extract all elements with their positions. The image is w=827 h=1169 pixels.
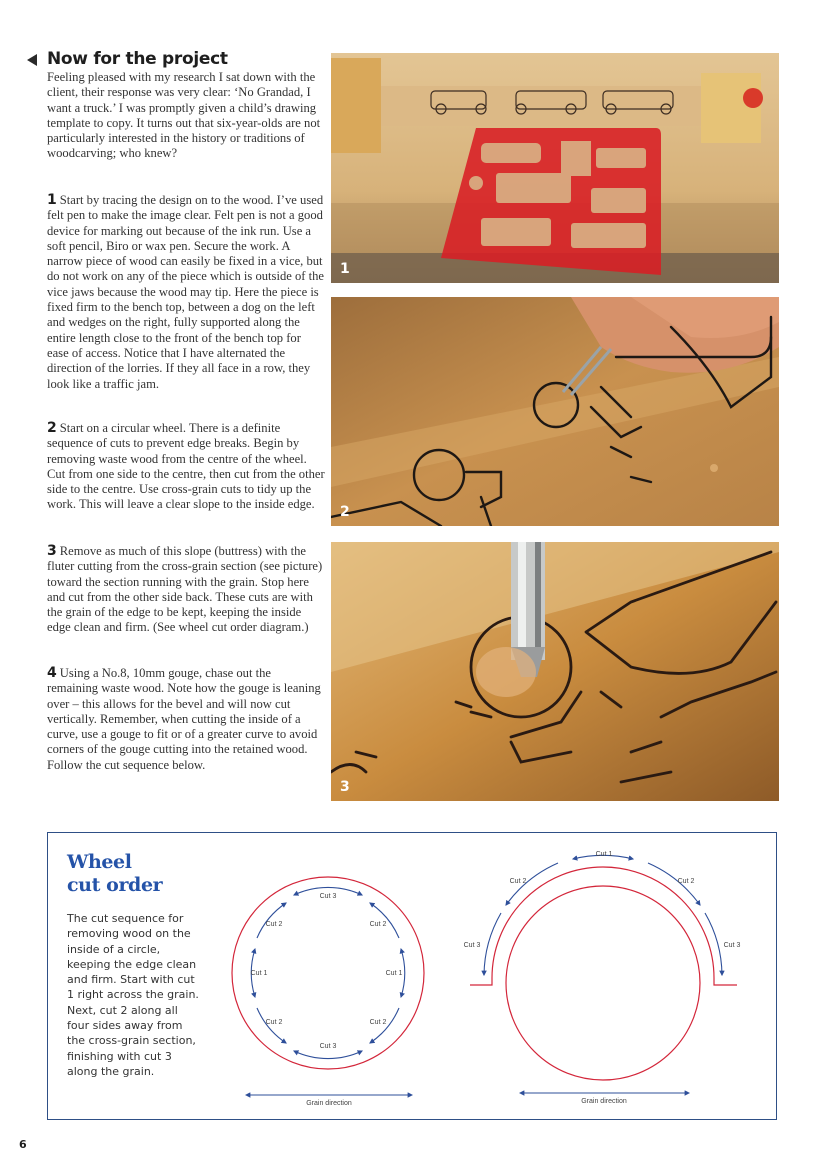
label-cut1-right: Cut 1 xyxy=(385,970,403,977)
step-number: 4 xyxy=(47,665,57,681)
wheel-cut-order-panel xyxy=(47,832,777,1120)
section-marker-triangle-icon xyxy=(27,54,37,66)
label-cut1: Cut 1 xyxy=(595,851,613,858)
intro-paragraph xyxy=(47,70,325,162)
label-cut1-left: Cut 1 xyxy=(250,970,268,977)
photo-1-image xyxy=(331,53,779,283)
step-number: 2 xyxy=(47,420,57,436)
step-4 xyxy=(47,666,325,773)
arrow-cut3-bottom xyxy=(294,1051,362,1059)
photo-3-gouge-cut xyxy=(331,542,779,801)
photo-number: 2 xyxy=(340,504,350,520)
label-cut2-top-right: Cut 2 xyxy=(369,921,387,928)
panel-title-line-2: cut order xyxy=(67,874,163,896)
step-number: 1 xyxy=(47,192,57,208)
label-cut3-top: Cut 3 xyxy=(319,893,337,900)
photo-1-template-and-bench xyxy=(331,53,779,283)
label-cut3-right: Cut 3 xyxy=(723,942,741,949)
label-grain-direction: Grain direction xyxy=(581,1098,627,1105)
step-1 xyxy=(47,193,325,392)
photo-number: 1 xyxy=(340,261,350,277)
step-text: Remove as much of this slope (buttress) with the fluter cutting from the cross-grain section (see picture) toward the section running with the grain. Stop here and cut from the other side back. These cuts are with the grain of the edge to be kept, keeping the inside edge clean and firm. (See wheel cut order diagram.) xyxy=(47,544,323,635)
label-cut2-top-left: Cut 2 xyxy=(265,921,283,928)
photo-2-first-cut xyxy=(331,297,779,526)
panel-description: The cut sequence for removing wood on the inside of a circle, keeping the edge clean and firm. Start with cut 1 right across the grain. Next, cut 2 along all four sides away from the cross-grain section, finishing with cut 3 along the grain. xyxy=(67,912,199,1078)
wheel-cut-diagrams xyxy=(48,833,778,1121)
step-text: Start on a circular wheel. There is a definite sequence of cuts to prevent edge breaks. Begin by removing waste wood from the centre of the wheel. Cut from one side to the centre, then cut from the other side to the centre. Use cross-grain cuts to tidy up the work. This will leave a clear slope to the inside edge. xyxy=(47,421,325,512)
page-number: 6 xyxy=(19,1138,27,1151)
half-wheel-diagram xyxy=(464,851,741,1105)
photo-number: 3 xyxy=(340,779,350,795)
label-cut3-bottom: Cut 3 xyxy=(319,1043,337,1050)
step-text: Start by tracing the design on to the wood. I’ve used felt pen to make the image clear. Felt pen is not a good device for marking out because of the ink run. Use a soft pencil, Biro or wax pen. Secure the work. A narrow piece of wood can easily be fixed in a vice, but do not work on any of the piece which is outside of the vice jaws because the wood may tip. Here the piece is fixed firm to the bench top, between a dog on the left and wedges on the right, fully supported along the entire length close to the front of the bench top for ease of access. Notice that I have alternated the direction of the lorries. If they all face in a row, they look like a traffic jam. xyxy=(47,193,325,391)
article-heading: Now for the project xyxy=(47,49,228,69)
label-cut2-right: Cut 2 xyxy=(677,878,695,885)
label-grain-direction: Grain direction xyxy=(306,1100,352,1107)
panel-title-line-1: Wheel xyxy=(67,851,132,873)
step-3 xyxy=(47,544,325,636)
label-cut2-bottom-left: Cut 2 xyxy=(265,1019,283,1026)
label-cut3-left: Cut 3 xyxy=(463,942,481,949)
intro-text: Feeling pleased with my research I sat down with the client, their response was very clear: ‘No Grandad, I want a truck.’ I was promptly given a child’s drawing template to copy. It turns out that six-year-olds are not particularly interested in the history or traditions of woodcarving; who knew? xyxy=(47,70,321,161)
photo-2-image xyxy=(331,297,779,526)
inner-wheel-outline xyxy=(506,886,700,1080)
label-cut2-bottom-right: Cut 2 xyxy=(369,1019,387,1026)
photo-3-image xyxy=(331,542,779,801)
step-number: 3 xyxy=(47,543,57,559)
step-2 xyxy=(47,421,325,513)
step-text: Using a No.8, 10mm gouge, chase out the remaining waste wood. Note how the gouge is leaning over – this allows for the bevel and will now cut vertically. Remember, when cutting the inside of a curve, use a gouge to fit or of a greater curve to avoid corners of the gouge cutting into the retained wood. Follow the cut sequence below. xyxy=(47,666,321,772)
label-cut2-left: Cut 2 xyxy=(509,878,527,885)
full-wheel-diagram xyxy=(232,877,424,1107)
